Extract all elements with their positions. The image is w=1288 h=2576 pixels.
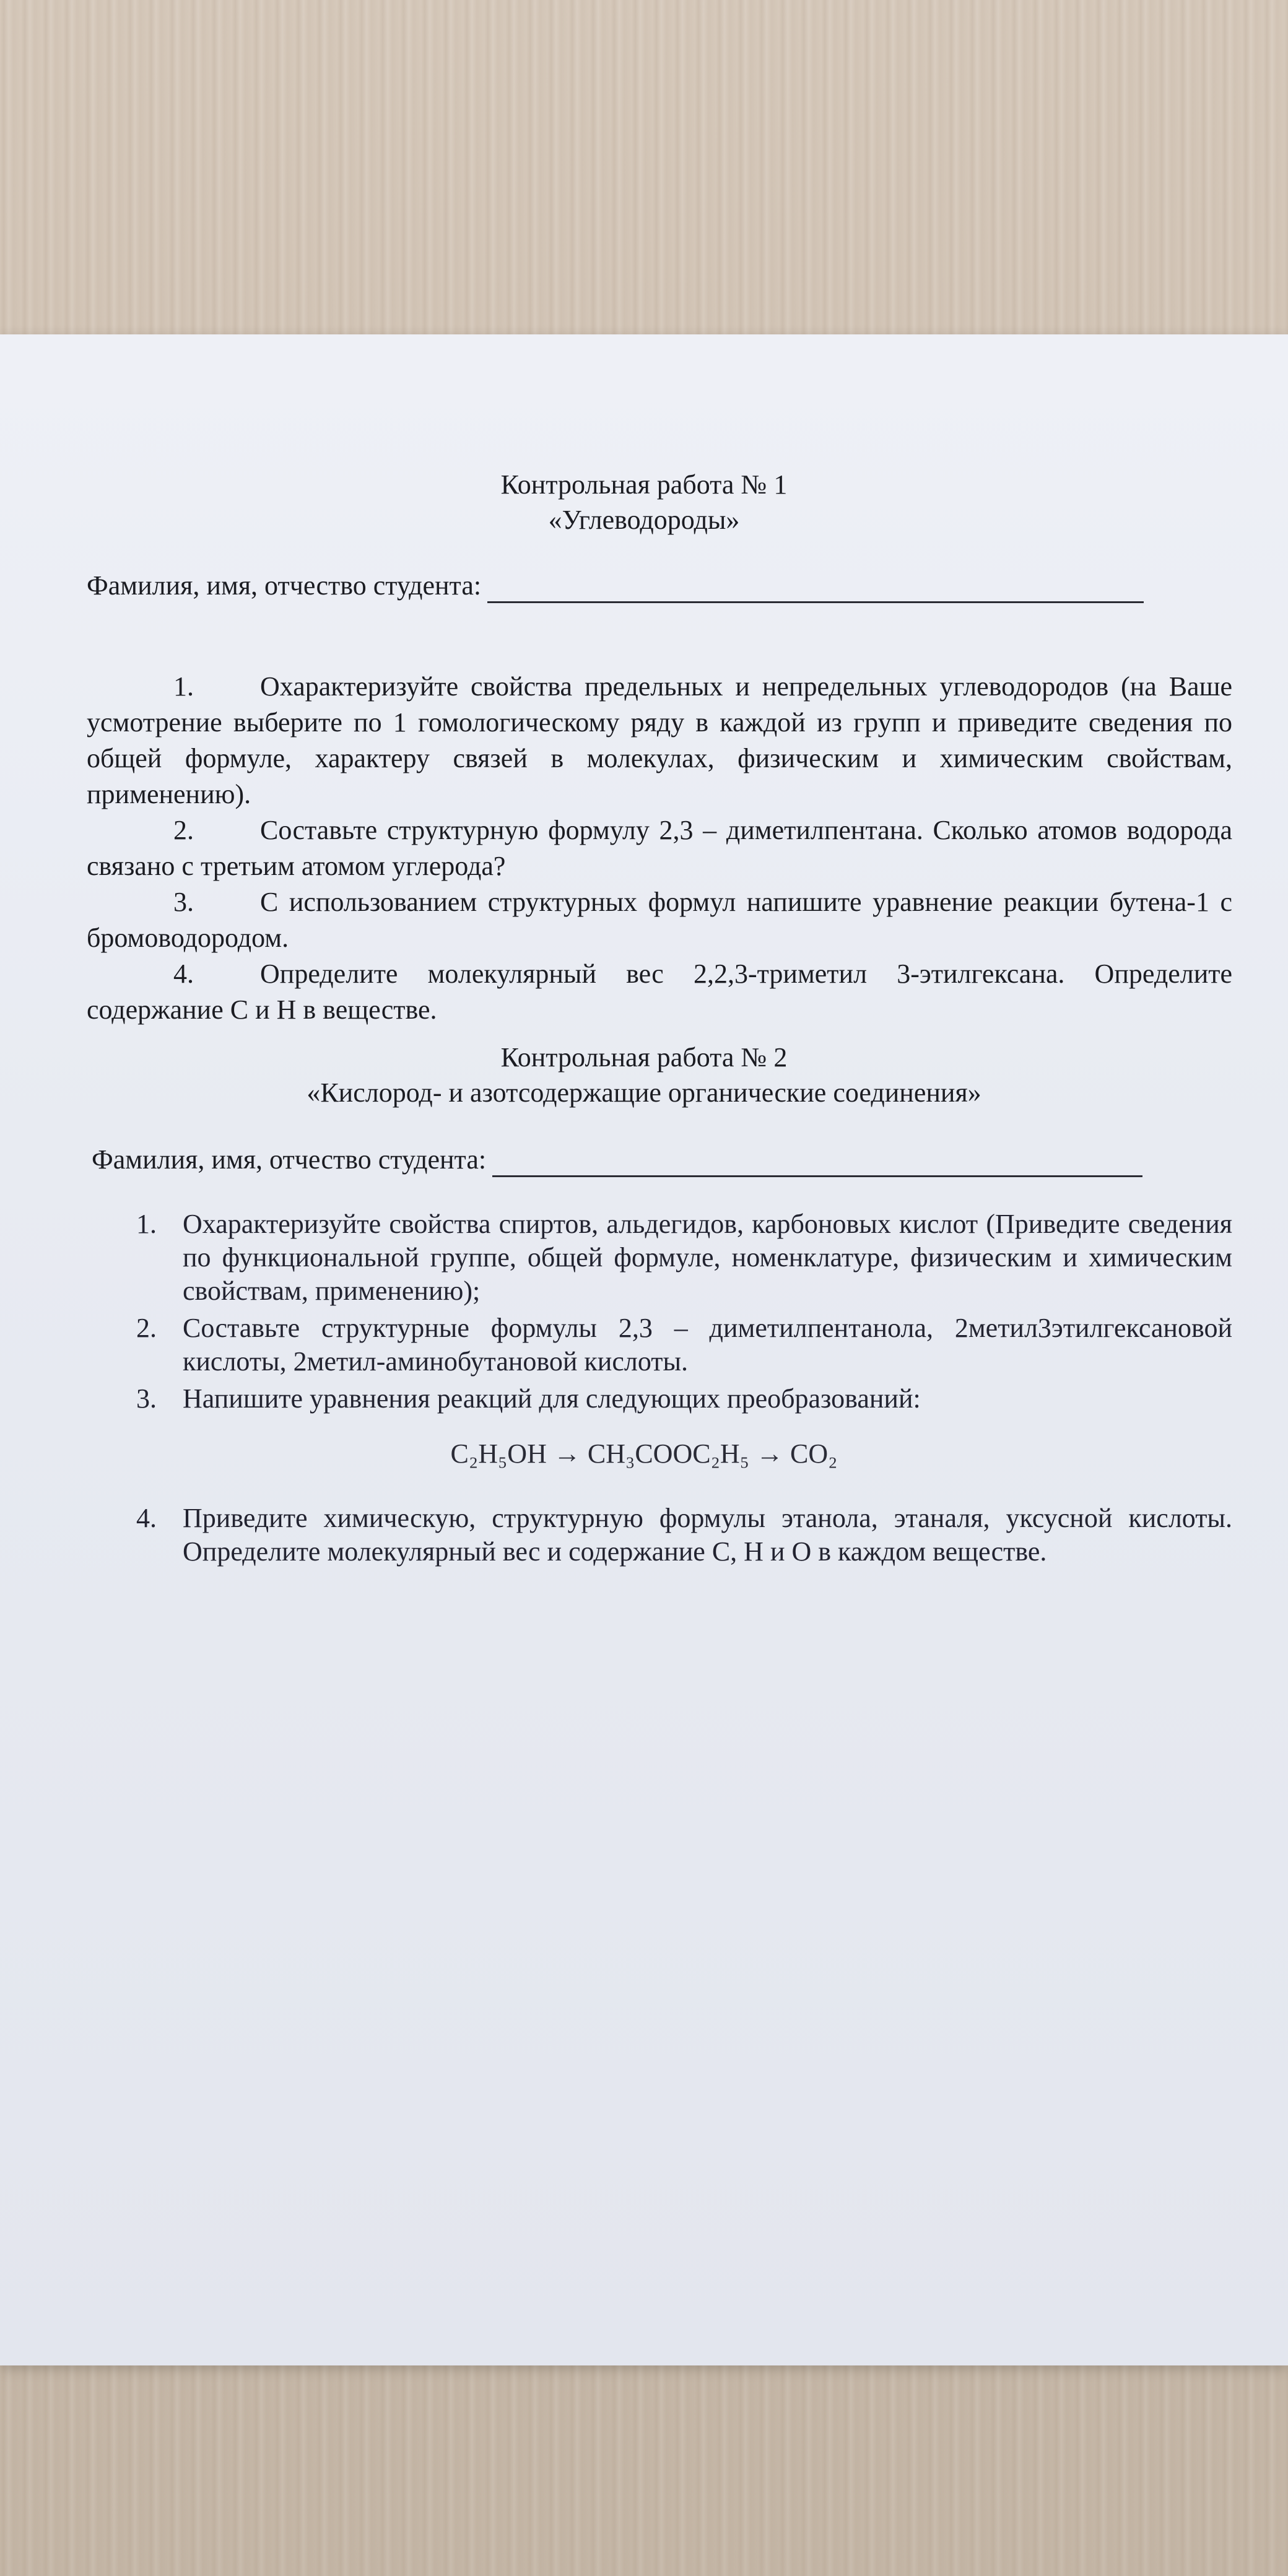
test2-question-2	[136, 1312, 1232, 1378]
test2-question-1	[136, 1208, 1232, 1308]
test1-question-4-text: Определите молекулярный вес 2,2,3-триметил 3-этилгексана. Определите содержание С и Н в веществе.	[87, 959, 1232, 1025]
test2-questions-cont	[136, 1502, 1232, 1572]
test1-question-4	[87, 956, 1232, 1028]
test1-question-3-num: 3.	[173, 887, 194, 917]
test1-student-line	[487, 577, 1144, 603]
test2-student-line	[492, 1151, 1142, 1177]
test2-question-2-text: Составьте структурные формулы 2,3 – диметилпентанола, 2метил3этилгексановой кислоты, 2метил-аминобутановой кислоты.	[183, 1313, 1232, 1377]
test1-question-2-num: 2.	[173, 815, 194, 845]
test1-question-1	[87, 669, 1232, 812]
test1-question-3-text: С использованием структурных формул напишите уравнение реакции бутена-1 с бромоводородом.	[87, 887, 1232, 953]
test1-question-4-num: 4.	[173, 959, 194, 989]
test2-title: Контрольная работа № 2	[500, 1042, 788, 1073]
test2-subtitle: «Кислород- и азотсодержащие органические соединения»	[307, 1077, 981, 1108]
test1-question-1-text: Охарактеризуйте свойства предельных и непредельных углеводородов (на Ваше усмотрение выберите по 1 гомологическому ряду в каждой из групп и приведите сведения по общей формуле, характеру связей в молекулах, физическим и химическим свойствам, применению).	[87, 671, 1232, 809]
test2-question-3	[136, 1382, 1232, 1416]
test2-question-1-text: Охарактеризуйте свойства спиртов, альдегидов, карбоновых кислот (Приведите сведения по функциональной группе, общей формуле, номенклатуре, физическим и химическим свойствам, применению);	[183, 1209, 1232, 1306]
test2-student-label: Фамилия, имя, отчество студента:	[92, 1144, 487, 1175]
test1-subtitle: «Углеводороды»	[548, 505, 740, 535]
reaction-equation: C₂H₅OH → CH₃COOC₂H₅ → CO₂	[450, 1438, 838, 1469]
test1-question-3	[87, 884, 1232, 956]
test1-student-field	[87, 568, 1144, 603]
test2-question-4	[136, 1502, 1232, 1569]
test1-title: Контрольная работа № 1	[500, 469, 788, 500]
test2-questions	[136, 1208, 1232, 1419]
test2-question-4-text: Приведите химическую, структурную формулы этанола, этаналя, уксусной кислоты. Определите молекулярный вес и содержание С, Н и О в каждом веществе.	[183, 1503, 1232, 1567]
test2-question-4-num: 4.	[136, 1503, 157, 1533]
test1-question-2	[87, 812, 1232, 884]
test2-student-field	[92, 1142, 1142, 1177]
test1-question-2-text: Составьте структурную формулу 2,3 – диметилпентана. Сколько атомов водорода связано с третьим атомом углерода?	[87, 815, 1232, 881]
test2-question-3-num: 3.	[136, 1383, 157, 1414]
test2-question-3-text: Напишите уравнения реакций для следующих преобразований:	[183, 1383, 921, 1414]
test1-questions	[87, 669, 1232, 1028]
paper-sheet	[0, 334, 1288, 2365]
test2-question-2-num: 2.	[136, 1313, 157, 1343]
test1-question-1-num: 1.	[173, 671, 194, 702]
test1-student-label: Фамилия, имя, отчество студента:	[87, 570, 482, 601]
test2-question-1-num: 1.	[136, 1209, 157, 1239]
